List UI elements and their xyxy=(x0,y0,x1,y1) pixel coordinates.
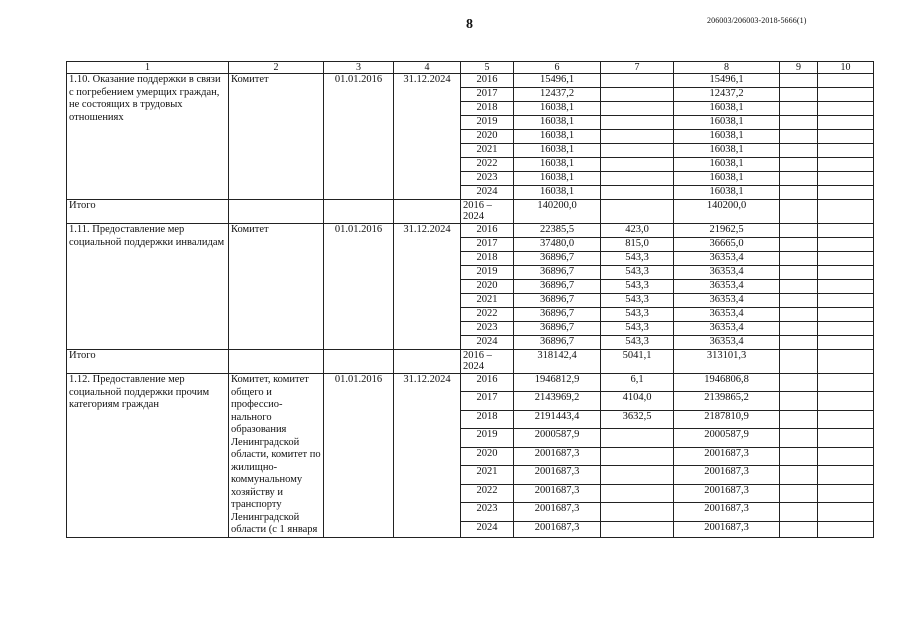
regional-amount-cell: 15496,1 xyxy=(674,74,780,88)
col9-cell xyxy=(780,392,818,410)
start-date: 01.01.2016 xyxy=(324,374,394,538)
regional-amount-cell: 12437,2 xyxy=(674,88,780,102)
col9-cell xyxy=(780,350,818,374)
col10-cell xyxy=(818,130,874,144)
total-amount-cell: 2001687,3 xyxy=(514,521,601,537)
federal-amount-cell: 4104,0 xyxy=(601,392,674,410)
federal-amount-cell xyxy=(601,116,674,130)
measure-name: 1.12. Предоставление мер социальной поддержки прочим категориям граждан xyxy=(67,374,229,538)
col10-cell xyxy=(818,466,874,484)
col9-cell xyxy=(780,447,818,465)
col9-cell xyxy=(780,224,818,238)
regional-amount-cell: 36353,4 xyxy=(674,294,780,308)
col10-cell xyxy=(818,429,874,447)
empty-cell xyxy=(394,200,461,224)
col10-cell xyxy=(818,224,874,238)
regional-amount-cell: 21962,5 xyxy=(674,224,780,238)
total-amount-cell: 36896,7 xyxy=(514,266,601,280)
year-cell: 2018 xyxy=(461,102,514,116)
total-label: Итого xyxy=(67,350,229,374)
col9-cell xyxy=(780,294,818,308)
regional-amount-cell: 16038,1 xyxy=(674,116,780,130)
regional-amount-cell: 2139865,2 xyxy=(674,392,780,410)
regional-amount-cell: 2187810,9 xyxy=(674,410,780,428)
regional-amount-cell: 36353,4 xyxy=(674,308,780,322)
col9-cell xyxy=(780,322,818,336)
regional-amount-cell: 16038,1 xyxy=(674,130,780,144)
executor-name: Комитет xyxy=(229,224,324,350)
col9-cell xyxy=(780,410,818,428)
regional-amount-cell: 140200,0 xyxy=(674,200,780,224)
total-amount-cell: 318142,4 xyxy=(514,350,601,374)
year-cell: 2022 xyxy=(461,484,514,502)
federal-amount-cell xyxy=(601,447,674,465)
table-row xyxy=(67,374,874,392)
col9-cell xyxy=(780,280,818,294)
column-header: 2 xyxy=(229,62,324,74)
col10-cell xyxy=(818,410,874,428)
col9-cell xyxy=(780,374,818,392)
total-amount-cell: 16038,1 xyxy=(514,144,601,158)
col9-cell xyxy=(780,308,818,322)
regional-amount-cell: 16038,1 xyxy=(674,158,780,172)
total-amount-cell: 2001687,3 xyxy=(514,484,601,502)
year-cell: 2018 xyxy=(461,252,514,266)
year-cell: 2024 xyxy=(461,336,514,350)
col10-cell xyxy=(818,322,874,336)
col10-cell xyxy=(818,88,874,102)
end-date: 31.12.2024 xyxy=(394,74,461,200)
col10-cell xyxy=(818,116,874,130)
federal-amount-cell: 3632,5 xyxy=(601,410,674,428)
total-amount-cell: 2001687,3 xyxy=(514,466,601,484)
year-cell: 2017 xyxy=(461,392,514,410)
total-amount-cell: 2191443,4 xyxy=(514,410,601,428)
regional-amount-cell: 1946806,8 xyxy=(674,374,780,392)
year-cell: 2016 xyxy=(461,374,514,392)
year-cell: 2023 xyxy=(461,172,514,186)
regional-amount-cell: 36353,4 xyxy=(674,266,780,280)
col10-cell xyxy=(818,200,874,224)
regional-amount-cell: 16038,1 xyxy=(674,186,780,200)
total-amount-cell: 36896,7 xyxy=(514,252,601,266)
total-period: 2016 – 2024 xyxy=(461,350,514,374)
total-amount-cell: 36896,7 xyxy=(514,280,601,294)
measure-name: 1.11. Предоставление мер социальной поддержки инвалидам xyxy=(67,224,229,350)
year-cell: 2021 xyxy=(461,294,514,308)
regional-amount-cell: 16038,1 xyxy=(674,172,780,186)
end-date: 31.12.2024 xyxy=(394,224,461,350)
year-cell: 2021 xyxy=(461,144,514,158)
total-amount-cell: 16038,1 xyxy=(514,172,601,186)
col10-cell xyxy=(818,521,874,537)
total-amount-cell: 36896,7 xyxy=(514,294,601,308)
col10-cell xyxy=(818,74,874,88)
start-date: 01.01.2016 xyxy=(324,74,394,200)
col10-cell xyxy=(818,503,874,521)
regional-amount-cell: 36353,4 xyxy=(674,252,780,266)
col10-cell xyxy=(818,172,874,186)
regional-amount-cell: 2001687,3 xyxy=(674,503,780,521)
federal-amount-cell xyxy=(601,102,674,116)
total-row xyxy=(67,200,874,224)
column-header: 10 xyxy=(818,62,874,74)
col10-cell xyxy=(818,294,874,308)
col9-cell xyxy=(780,102,818,116)
col9-cell xyxy=(780,252,818,266)
federal-amount-cell: 543,3 xyxy=(601,252,674,266)
total-amount-cell: 16038,1 xyxy=(514,130,601,144)
total-amount-cell: 15496,1 xyxy=(514,74,601,88)
year-cell: 2020 xyxy=(461,280,514,294)
federal-amount-cell: 6,1 xyxy=(601,374,674,392)
federal-amount-cell xyxy=(601,88,674,102)
col9-cell xyxy=(780,336,818,350)
federal-amount-cell: 543,3 xyxy=(601,266,674,280)
col10-cell xyxy=(818,392,874,410)
document-id: 206003/206003-2018-5666(1) xyxy=(707,16,807,25)
col9-cell xyxy=(780,200,818,224)
col10-cell xyxy=(818,308,874,322)
total-period: 2016 – 2024 xyxy=(461,200,514,224)
federal-amount-cell xyxy=(601,429,674,447)
year-cell: 2019 xyxy=(461,116,514,130)
col9-cell xyxy=(780,238,818,252)
end-date: 31.12.2024 xyxy=(394,374,461,538)
col9-cell xyxy=(780,466,818,484)
col9-cell xyxy=(780,429,818,447)
empty-cell xyxy=(394,350,461,374)
year-cell: 2022 xyxy=(461,158,514,172)
federal-amount-cell: 815,0 xyxy=(601,238,674,252)
year-cell: 2016 xyxy=(461,74,514,88)
col10-cell xyxy=(818,102,874,116)
total-amount-cell: 16038,1 xyxy=(514,116,601,130)
federal-amount-cell: 5041,1 xyxy=(601,350,674,374)
year-cell: 2019 xyxy=(461,266,514,280)
total-amount-cell: 37480,0 xyxy=(514,238,601,252)
col10-cell xyxy=(818,374,874,392)
regional-amount-cell: 36665,0 xyxy=(674,238,780,252)
federal-amount-cell: 543,3 xyxy=(601,308,674,322)
total-amount-cell: 16038,1 xyxy=(514,186,601,200)
total-label: Итого xyxy=(67,200,229,224)
federal-amount-cell xyxy=(601,158,674,172)
col9-cell xyxy=(780,130,818,144)
regional-amount-cell: 36353,4 xyxy=(674,336,780,350)
federal-amount-cell: 423,0 xyxy=(601,224,674,238)
total-amount-cell: 16038,1 xyxy=(514,102,601,116)
total-amount-cell: 12437,2 xyxy=(514,88,601,102)
col10-cell xyxy=(818,280,874,294)
total-amount-cell: 140200,0 xyxy=(514,200,601,224)
federal-amount-cell: 543,3 xyxy=(601,294,674,308)
col10-cell xyxy=(818,350,874,374)
federal-amount-cell xyxy=(601,200,674,224)
col9-cell xyxy=(780,484,818,502)
federal-amount-cell xyxy=(601,484,674,502)
regional-amount-cell: 2001687,3 xyxy=(674,447,780,465)
col9-cell xyxy=(780,158,818,172)
regional-amount-cell: 2001687,3 xyxy=(674,521,780,537)
federal-amount-cell xyxy=(601,466,674,484)
column-header: 9 xyxy=(780,62,818,74)
regional-amount-cell: 313101,3 xyxy=(674,350,780,374)
column-header: 3 xyxy=(324,62,394,74)
start-date: 01.01.2016 xyxy=(324,224,394,350)
regional-amount-cell: 2001687,3 xyxy=(674,484,780,502)
total-amount-cell: 2001687,3 xyxy=(514,503,601,521)
federal-amount-cell: 543,3 xyxy=(601,336,674,350)
total-amount-cell: 16038,1 xyxy=(514,158,601,172)
empty-cell xyxy=(324,200,394,224)
year-cell: 2023 xyxy=(461,503,514,521)
executor-name: Комитет xyxy=(229,74,324,200)
federal-amount-cell: 543,3 xyxy=(601,322,674,336)
col10-cell xyxy=(818,186,874,200)
year-cell: 2024 xyxy=(461,186,514,200)
col9-cell xyxy=(780,186,818,200)
executor-name: Комитет, комитет общего и профессио- нального образования Ленинградской области, комитет по жилищно- коммунальному хозяйству и транспорту Ленинградской области (с 1 января xyxy=(229,374,324,538)
col10-cell xyxy=(818,144,874,158)
col9-cell xyxy=(780,503,818,521)
empty-cell xyxy=(229,200,324,224)
total-amount-cell: 36896,7 xyxy=(514,322,601,336)
federal-amount-cell: 543,3 xyxy=(601,280,674,294)
col9-cell xyxy=(780,116,818,130)
column-header: 7 xyxy=(601,62,674,74)
col10-cell xyxy=(818,266,874,280)
federal-amount-cell xyxy=(601,503,674,521)
year-cell: 2018 xyxy=(461,410,514,428)
page-number: 8 xyxy=(466,17,473,32)
year-cell: 2024 xyxy=(461,521,514,537)
federal-amount-cell xyxy=(601,172,674,186)
table-row xyxy=(67,224,874,238)
total-amount-cell: 36896,7 xyxy=(514,336,601,350)
empty-cell xyxy=(229,350,324,374)
total-amount-cell: 22385,5 xyxy=(514,224,601,238)
federal-amount-cell xyxy=(601,144,674,158)
regional-amount-cell: 2000587,9 xyxy=(674,429,780,447)
regional-amount-cell: 36353,4 xyxy=(674,280,780,294)
col10-cell xyxy=(818,336,874,350)
total-amount-cell: 36896,7 xyxy=(514,308,601,322)
year-cell: 2016 xyxy=(461,224,514,238)
total-amount-cell: 2000587,9 xyxy=(514,429,601,447)
year-cell: 2023 xyxy=(461,322,514,336)
col9-cell xyxy=(780,266,818,280)
col10-cell xyxy=(818,252,874,266)
year-cell: 2017 xyxy=(461,88,514,102)
year-cell: 2019 xyxy=(461,429,514,447)
year-cell: 2020 xyxy=(461,447,514,465)
column-header: 5 xyxy=(461,62,514,74)
empty-cell xyxy=(324,350,394,374)
measure-name: 1.10. Оказание поддержки в связи с погребением умерщих граждан, не состоящих в трудовых отношениях xyxy=(67,74,229,200)
year-cell: 2022 xyxy=(461,308,514,322)
year-cell: 2017 xyxy=(461,238,514,252)
column-header: 1 xyxy=(67,62,229,74)
total-row xyxy=(67,350,874,374)
col9-cell xyxy=(780,74,818,88)
col9-cell xyxy=(780,88,818,102)
regional-amount-cell: 2001687,3 xyxy=(674,466,780,484)
header-row xyxy=(67,62,874,74)
total-amount-cell: 2001687,3 xyxy=(514,447,601,465)
col9-cell xyxy=(780,521,818,537)
col9-cell xyxy=(780,144,818,158)
total-amount-cell: 1946812,9 xyxy=(514,374,601,392)
regional-amount-cell: 36353,4 xyxy=(674,322,780,336)
column-header: 6 xyxy=(514,62,601,74)
federal-amount-cell xyxy=(601,521,674,537)
federal-amount-cell xyxy=(601,130,674,144)
column-header: 4 xyxy=(394,62,461,74)
column-header: 8 xyxy=(674,62,780,74)
col10-cell xyxy=(818,484,874,502)
total-amount-cell: 2143969,2 xyxy=(514,392,601,410)
regional-amount-cell: 16038,1 xyxy=(674,102,780,116)
year-cell: 2020 xyxy=(461,130,514,144)
funding-table xyxy=(66,61,874,538)
col10-cell xyxy=(818,238,874,252)
federal-amount-cell xyxy=(601,186,674,200)
year-cell: 2021 xyxy=(461,466,514,484)
col10-cell xyxy=(818,447,874,465)
col10-cell xyxy=(818,158,874,172)
federal-amount-cell xyxy=(601,74,674,88)
table-row xyxy=(67,74,874,88)
col9-cell xyxy=(780,172,818,186)
regional-amount-cell: 16038,1 xyxy=(674,144,780,158)
